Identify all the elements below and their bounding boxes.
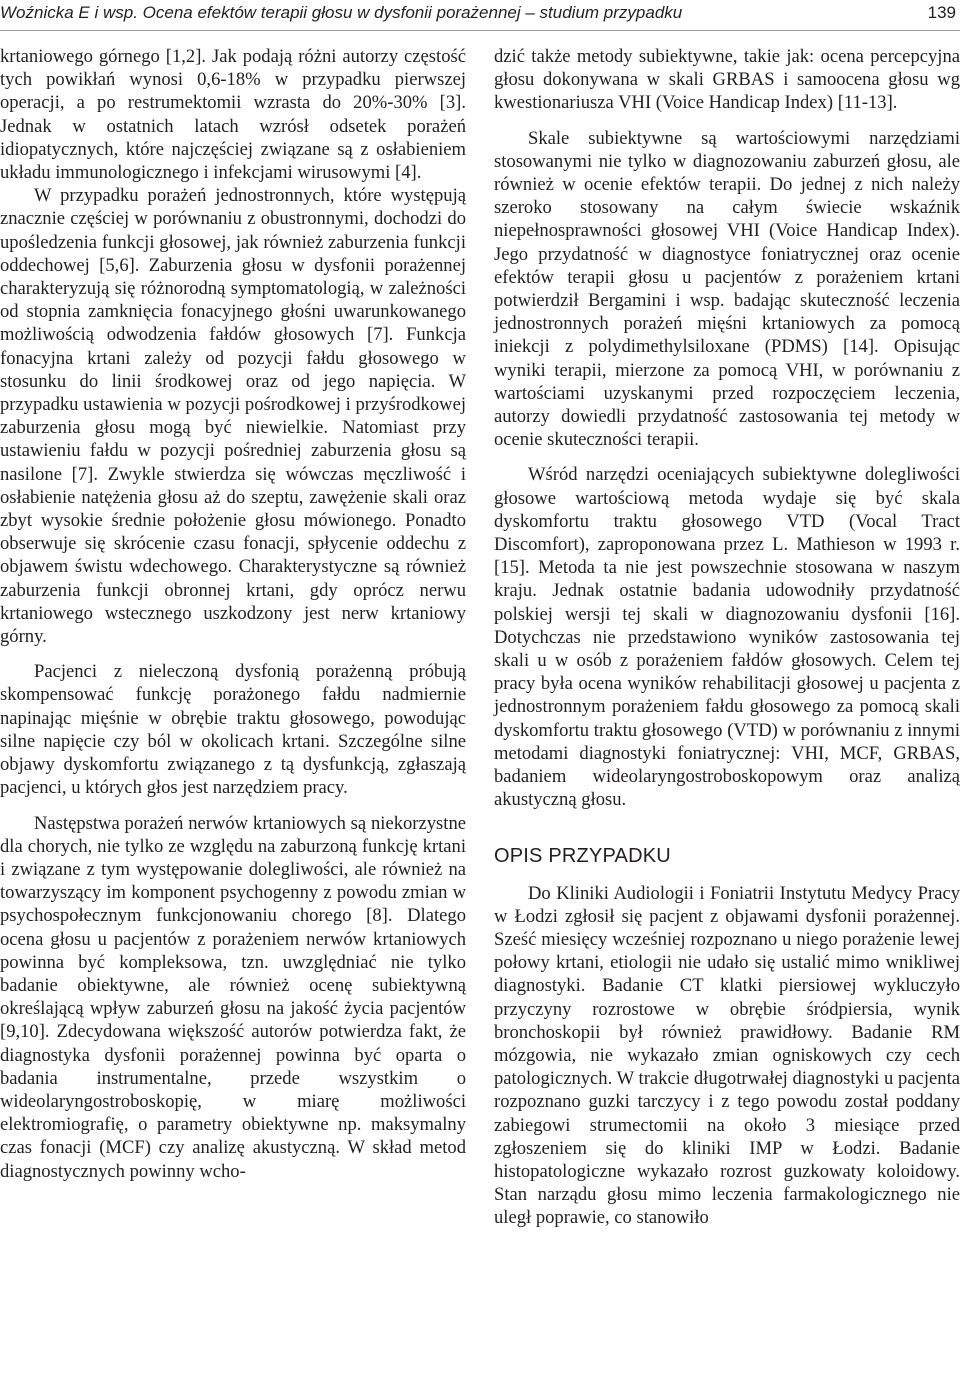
page-number: 139 [927, 3, 956, 22]
paragraph: Wśród narzędzi oceniających subiektywne dolegliwości głosowe wartościową metoda wydaje się być skala dyskomfortu traktu głosowego VTD (Vocal Tract Discomfort), zaproponowana przez L. Mathieson w 1993 r. [15]. Metoda ta nie jest powszechnie stosowana w naszym kraju. Jednak ostatnie badania udowodniły przydatność polskiej wersji tej skali w diagnozowaniu dysfonii [16]. Dotychczas nie przedstawiono wyników zastosowania tej skali u w osób z porażeniem fałdów głosowych. Celem tej pracy była ocena wyników rehabilitacji głosowej u pacjenta z jednostronnym porażeniem fałdu głosowego za pomocą skali dyskomfortu traktu głosowego (VTD) w porównaniu z innymi metodami diagnostyki foniatrycznej: VHI, MCF, GRBAS, badaniem wideolaryngostroboskopowym oraz analizą akustyczną głosu. [494, 464, 960, 811]
running-title: Woźnicka E i wsp. Ocena efektów terapii głosu w dysfonii porażennej – studium przypadku [0, 3, 683, 22]
paragraph: W przypadku porażeń jednostronnych, które występują znacznie częściej w porównaniu z obustronnymi, dochodzi do upośledzenia funkcji głosowej, jak również zaburzenia funkcji oddechowej [5,6]. Zaburzenia głosu w dysfonii porażennej charakteryzują się różnorodną symptomatologią, w zależności od stopnia zamknięcia fonacyjnego głośni uwarunkowanego możliwością odwodzenia fałdów głosowych [7]. Funkcja fonacyjna krtani zależy od pozycji fałdu głosowego w stosunku do linii środkowej oraz od jego napięcia. W przypadku ustawienia w pozycji pośrodkowej i przyśrodkowej zaburzenia głosu mogą być niewielkie. Natomiast przy ustawieniu fałdu w pozycji pośredniej zaburzenia głosu są nasilone [7]. Zwykle stwierdza się wówczas męczliwość i osłabienie natężenia głosu aż do szeptu, zawężenie skali oraz zbyt wysokie średnie położenie głosu mówionego. Ponadto obserwuje się skrócenie czasu fonacji, spłycenie oddechu z objawem świstu wdechowego. Charakterystyczne są również zaburzenia funkcji obronnej krtani, gdy oprócz nerwu krtaniowego wstecznego uszkodzony jest nerw krtaniowy górny. [0, 185, 466, 648]
left-column [0, 45, 466, 1183]
paragraph: dzić także metody subiektywne, takie jak: ocena percepcyjna głosu dokonywana w skali GRBAS i samoocena głosu wg kwestionariusza VHI (Voice Handicap Index) [11-13]. [494, 46, 960, 114]
paragraph: Do Kliniki Audiologii i Foniatrii Instytutu Medycy Pracy w Łodzi zgłosił się pacjent z objawami dysfonii porażennej. Sześć miesięcy wcześniej rozpoznano u niego porażenie lewej połowy krtani, etiologii nie udało się ustalić mimo wnikliwej diagnostyki. Badanie CT klatki piersiowej wykluczyło przyczyny rozrostowe w obrębie śródpiersia, wynik bronchoskopii był również prawidłowy. Badanie RM mózgowia, nie wykazało zmian ogniskowych czy cech patologicznych. W trakcie długotrwałej diagnostyki u pacjenta rozpoznano guzki tarczycy i z tego powodu został poddany zabiegowi strumectomii na około 3 miesiące przed zgłoszeniem się do kliniki IMP w Łodzi. Badanie histopatologiczne wykazało rozrost guzkowaty koloidowy. Stan narządu głosu mimo leczenia farmakologicznego nie uległ poprawie, co stanowiło [494, 882, 960, 1229]
paragraph: Następstwa porażeń nerwów krtaniowych są niekorzystne dla chorych, nie tylko ze względu na zaburzoną funkcję krtani i związane z tym występowanie dolegliwości, ale również na towarzyszący im komponent psychogenny z powodu zmian w psychospołecznym funkcjonowaniu chorego [8]. Dlatego ocena głosu u pacjentów z porażeniem nerwów krtaniowych powinna być kompleksowa, tzn. uwzględniać nie tylko badanie obiektywne, ale również ocenę subiektywną określającą wpływ zaburzeń głosu na jakość życia pacjentów [9,10]. Zdecydowana większość autorów potwierdza fakt, że diagnostyka dysfonii porażennej powinna być oparta o badania instrumentalne, przede wszystkim o wideolaryngostroboskopię, w miarę możliwości elektromiografię, o parametry obiektywne np. maksymalny czas fonacji (MCF) czy analizę akustyczną. W skład metod diagnostycznych powinny wcho- [0, 812, 466, 1182]
header-rule [0, 30, 960, 31]
running-header [0, 0, 960, 28]
paragraph: Pacjenci z nieleczoną dysfonią porażenną próbują skompensować funkcję porażonego fałdu nadmiernie napinając mięśnie w obrębie traktu głosowego, powodując silne napięcie czy ból w okolicach krtani. Szczególne silne objawy dyskomfortu związanego z tą dysfunkcją, zgłaszają pacjenci, u których głos jest narzędziem pracy. [0, 661, 466, 799]
paragraph: krtaniowego górnego [1,2]. Jak podają różni autorzy częstość tych powikłań wynosi 0,6-18% w przypadku pierwszej operacji, a po restrumektomii wzrasta do 20%-30% [3]. Jednak w ostatnich latach wzrósł odsetek porażeń idiopatycznych, które najczęściej związane są z osłabieniem układu immunologicznego i infekcjami wirusowymi [4]. [0, 46, 466, 184]
section-heading: OPIS PRZYPADKU [494, 844, 671, 867]
paragraph: Skale subiektywne są wartościowymi narzędziami stosowanymi nie tylko w diagnozowaniu zaburzeń głosu, ale również w ocenie efektów terapii. Do jednej z nich należy szeroko stosowany na całym świecie wskaźnik niepełnosprawności głosowej VHI (Voice Handicap Index). Jego przydatność w diagnostyce foniatrycznej oraz ocenie efektów terapii głosu u pacjentów z porażeniem krtani potwierdził Bergamini i wsp. badając skuteczność leczenia jednostronnych porażeń mięśni krtaniowych za pomocą iniekcji z polydimethylsiloxane (PDMS) [14]. Opisując wyniki terapii, mierzone za pomocą VHI, w porównaniu z wartościami uzyskanymi przed rozpoczęciem leczenia, autorzy dowiedli przydatność zastosowania tej metody w ocenie skuteczności terapii. [494, 127, 960, 451]
right-column [494, 45, 960, 1230]
